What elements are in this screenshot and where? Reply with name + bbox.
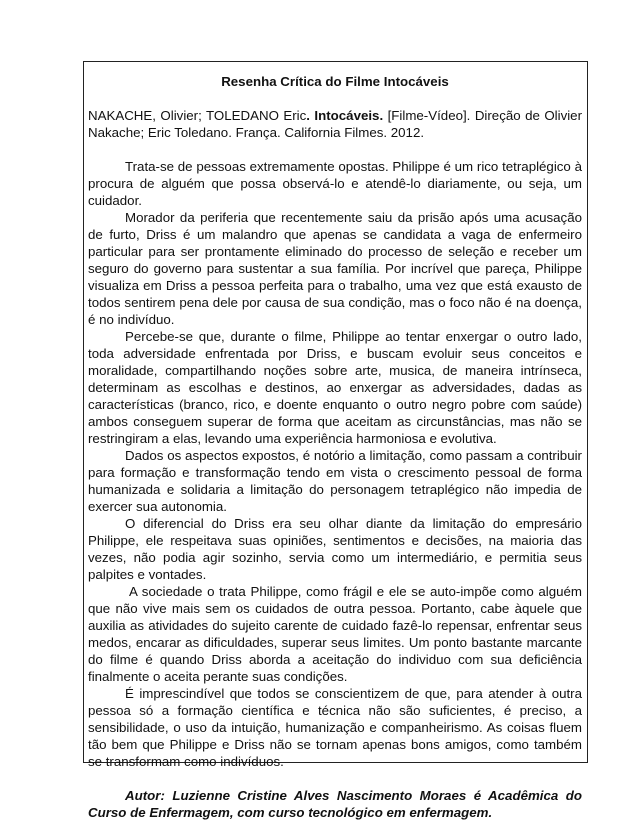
reference-details: [Filme-Vídeo]. Direção de Olivier Nakache; Eric Toledano. França. California Filmes. 2012. (88, 108, 583, 140)
reference-authors: NAKACHE, Olivier; TOLEDANO Eric (88, 108, 307, 123)
review-box (83, 61, 588, 820)
paragraph: Dados os aspectos expostos, é notório a limitação, como passam a contribuir para formação e transformação tendo em vista o crescimento pessoal de forma humanizada e solidaria a limitação do personagem tetraplégico não impedia de exercer sua autonomia. (88, 448, 582, 514)
paragraph: É imprescindível que todos se conscientizem de que, para atender à outra pessoa só a formação científica e técnica não são suficientes, é preciso, a sensibilidade, o uso da intuição, humanização e companheirismo. As coisas fluem tão bem que Philippe e Driss não se tornam apenas bons amigos, como também se transformam como indivíduos. (88, 686, 582, 769)
document-title: Resenha Crítica do Filme Intocáveis (221, 74, 449, 89)
author-note: Autor: Luzienne Cristine Alves Nascimento Moraes é Acadêmica do Curso de Enfermagem, com curso tecnológico em enfermagem. (88, 788, 582, 820)
paragraph: O diferencial do Driss era seu olhar diante da limitação do empresário Philippe, ele respeitava suas opiniões, sentimentos e decisões, na maioria das vezes, não podia agir sozinho, servia como um intermediário, e permitia seus palpites e vontades. (88, 516, 582, 582)
paragraph: Percebe-se que, durante o filme, Philippe ao tentar enxergar o outro lado, toda adversidade enfrentada por Driss, e buscam evoluir seus conceitos e moralidade, compartilhando noções sobre arte, musica, de maneira intrínseca, determinam as escolhas e destinos, ao enxergar as adversidades, dadas as características (branco, rico, e doente enquanto o outro negro pobre com saúde) ambos conseguem superar de forma que aceitam as circunstâncias, mas não se restringiram a elas, levando uma experiência harmoniosa e evolutiva. (88, 329, 582, 446)
bibliographic-reference (88, 107, 582, 141)
paragraph: Trata-se de pessoas extremamente opostas. Philippe é um rico tetraplégico à procura de alguém que possa observá-lo e atendê-lo diariamente, ou seja, um cuidador. (88, 159, 582, 208)
paragraph: A sociedade o trata Philippe, como frágil e ele se auto-impõe como alguém que não vive mais sem os cuidados de outra pessoa. Portanto, cabe àquele que auxilia as atividades do sujeito carente de cuidado fazê-lo repensar, enfrentar seus medos, encarar as dificuldades, superar seus limites. Um ponto bastante marcante do filme é quando Driss aborda a aceitação do individuo com sua deficiência finalmente o aceita perante suas condições. (88, 584, 582, 684)
reference-film-title: . Intocáveis. (306, 108, 384, 123)
paragraph: Morador da periferia que recentemente saiu da prisão após uma acusação de furto, Driss é um malandro que apenas se candidata a vaga de enfermeiro particular para ser prontamente eliminado do processo de seleção e receber um seguro do governo para sustentar a sua família. Por incrível que pareça, Philippe visualiza em Driss a pessoa perfeita para o trabalho, uma vez que está exausto de todos sentirem pena dele por causa de sua condição, mas o foco não é na doença, é no indivíduo. (88, 210, 582, 327)
